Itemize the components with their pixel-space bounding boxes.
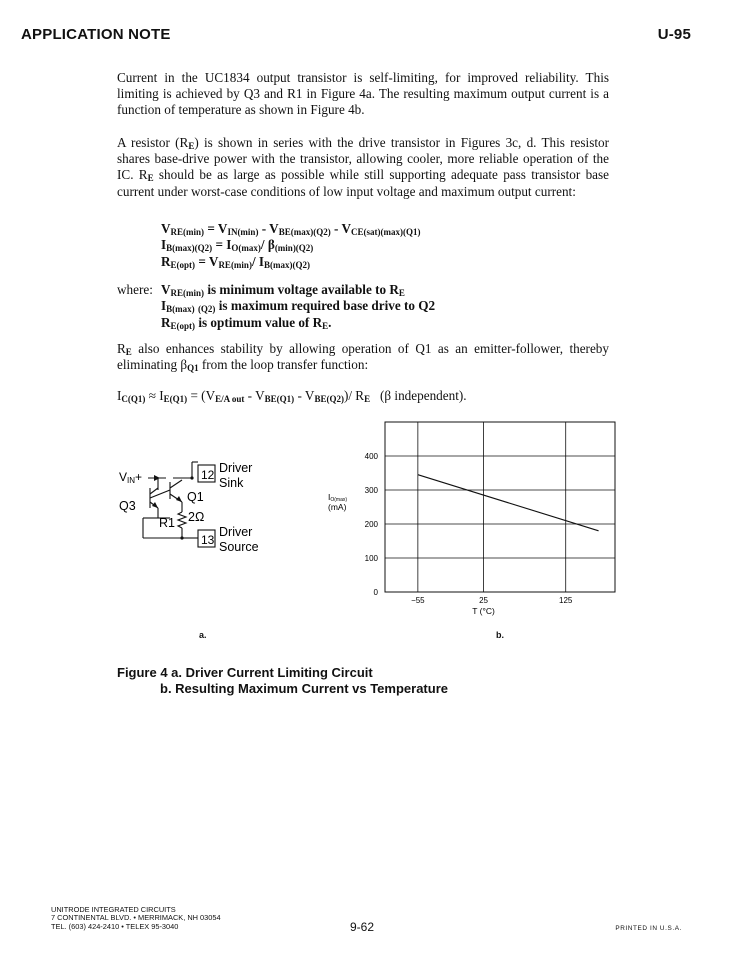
driver-sink-label-2: Sink: [219, 476, 244, 490]
footer-page-number: 9-62: [350, 920, 375, 934]
y-tick-label: 300: [364, 486, 378, 495]
driver-current-limit-circuit: [110, 450, 280, 570]
y-axis-label: IO(max): [328, 492, 348, 504]
vin-arrow-icon: [154, 475, 160, 481]
footer-address-line-3: TEL. (603) 424-2410 • TELEX 95-3040: [51, 921, 179, 931]
junction-node: [190, 476, 193, 479]
y-tick-label: 0: [373, 588, 378, 597]
figure-b-label: b.: [496, 630, 504, 640]
equation-1: $V_{RE(min)} = V_{IN(min)} - V_{BE(max)(Q2)} - V_{CE(sat)(max)(Q1)}$: [161, 221, 421, 237]
footer-address-line-2: 7 CONTINENTAL BLVD. • MERRIMACK, NH 03054: [51, 913, 221, 923]
pin-13-label: 13: [201, 533, 215, 547]
driver-source-label-1: Driver: [219, 525, 253, 539]
where-block: [161, 282, 435, 331]
equations-block: [161, 221, 420, 270]
footer-address-line-1: UNITRODE INTEGRATED CIRCUITS: [51, 905, 176, 914]
y-tick-label: 400: [364, 452, 378, 461]
paragraph-3: [117, 341, 609, 373]
header-title: APPLICATION NOTE: [21, 26, 171, 43]
q3-label: Q3: [119, 499, 136, 513]
paragraph-3-text: $R_E$ also enhances stability by allowing operation of Q1 as an emitter-follower, thereby eliminating $\beta_{Q1}$ from the loop transfer function:: [117, 341, 609, 374]
figure-caption-line-2: b. Resulting Maximum Current vs Temperature: [160, 681, 448, 696]
y-axis-unit: (mA): [328, 502, 347, 513]
equation-4: $I_{C(Q1)} \approx I_{E(Q1)} = (V_{E/A out} - V_{BE(Q1)} - V_{BE(Q2)})/$ $R_E$ (β independent).: [117, 388, 467, 404]
max-current-vs-temperature-chart: [310, 412, 630, 627]
chart-axes: [385, 422, 615, 592]
q1-collector-lead: [170, 480, 182, 488]
q3-collector-lead: [150, 488, 158, 494]
paragraph-2-text: A resistor $(R_E)$ is shown in series with the drive transistor in Figures 3c, d. This resistor shares base-drive power with the transistor, allowing cooler, more reliable operation of the IC. $R_E$ should be as large as possible while still supporting adequate pass transistor base current under worst-case conditions of low input voltage and maximum output current:: [117, 135, 610, 199]
r1-value-label: 2Ω: [188, 510, 205, 524]
plot-frame: [385, 422, 615, 592]
r1-resistor: [178, 512, 186, 528]
equation-2: $I_{B(max)(Q2)} = I_{O(max)}/$ $\beta_{(min)(Q2)}$: [161, 237, 314, 254]
footer-printed-note: PRINTED IN U.S.A.: [615, 925, 682, 932]
vin-label: VIN+: [119, 470, 143, 485]
equation-3: $R_{E(opt)} = V_{RE(min)}/$ $I_{B(max)(Q2)}$: [161, 253, 311, 270]
header-doc-number: U-95: [657, 26, 691, 43]
where-line-2: $I_{B(max)}$ $_{(Q2)}$ is maximum required base drive to Q2: [161, 298, 436, 315]
q1-emitter-arrow-icon: [176, 496, 182, 502]
chart-series: [418, 475, 599, 531]
pin-12-label: 12: [201, 468, 215, 482]
q3-emitter-arrow-icon: [152, 502, 158, 508]
figure-caption-line-1: Figure 4 a. Driver Current Limiting Circuit: [117, 665, 373, 680]
chart-grid: [385, 422, 615, 592]
figure-a-label: a.: [199, 630, 207, 640]
chart-labels: [328, 452, 573, 616]
junction-node: [180, 536, 183, 539]
q1-label: Q1: [187, 490, 204, 504]
where-line-3: $R_{E(opt)}$ is optimum value of $R_E$.: [161, 314, 332, 331]
y-tick-label: 200: [364, 520, 378, 529]
x-tick-label: 25: [479, 596, 489, 605]
driver-sink-label-1: Driver: [219, 461, 253, 475]
paragraph-2: [117, 135, 609, 200]
y-tick-label: 100: [364, 554, 378, 563]
series-line: [418, 475, 599, 531]
where-label: where:: [117, 282, 153, 297]
figure-caption: [117, 665, 448, 697]
driver-source-label-2: Source: [219, 540, 259, 554]
where-line-1: $V_{RE(min)}$ is minimum voltage available to $R_E$: [161, 282, 405, 298]
x-axis-label: T (°C): [472, 606, 495, 616]
footer-address: [51, 906, 221, 931]
x-tick-label: 125: [559, 596, 573, 605]
r1-label: R1: [159, 516, 175, 530]
x-tick-label: −55: [411, 596, 425, 605]
paragraph-1: [117, 70, 609, 119]
paragraph-1-text: Current in the UC1834 output transistor is self-limiting, for improved reliability. This limiting is achieved by Q3 and R1 in Figure 4a. The resulting maximum output current is a function of temperature as shown in Figure 4b.: [117, 70, 609, 118]
